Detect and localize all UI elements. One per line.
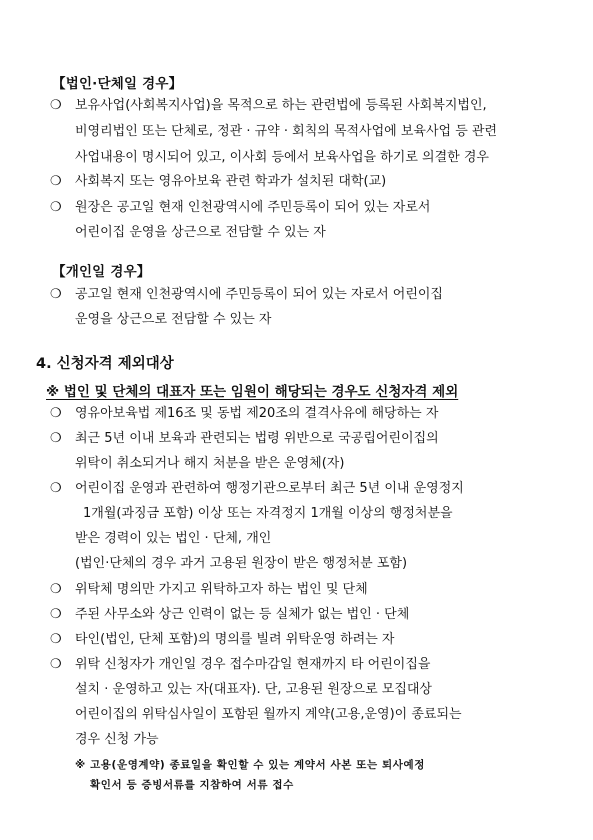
exclusion-item-3-line-2: 1개월(과징금 포함) 이상 또는 자격정지 1개월 이상의 행정처분을	[83, 506, 453, 521]
bullet-icon: ❍	[50, 431, 62, 446]
exclusion-item-7-line-4: 경우 신청 가능	[75, 732, 159, 747]
exclusion-item-7-line-3: 어린이집의 위탁심사일이 포함된 월까지 계약(고용,운영)이 종료되는	[75, 707, 462, 722]
bullet-icon: ❍	[50, 481, 62, 496]
corporate-item-3-line-1: 원장은 공고일 현재 인천광역시에 주민등록이 되어 있는 자로서	[75, 200, 431, 215]
corporate-item-1-line-3: 사업내용이 명시되어 있고, 이사회 등에서 보육사업을 하기로 의결한 경우	[75, 150, 489, 165]
corporate-item-1-line-1: 보유사업(사회복지사업)을 목적으로 하는 관련법에 등록된 사회복지법인,	[75, 98, 487, 113]
individual-heading: 【개인일 경우】	[52, 264, 151, 280]
individual-item-1-line-2: 운영을 상근으로 전담할 수 있는 자	[75, 312, 272, 327]
corporate-heading: 【법인·단체일 경우】	[52, 76, 183, 92]
footnote-line-1: ※ 고용(운영계약) 종료일을 확인할 수 있는 계약서 사본 또는 퇴사예정	[75, 759, 425, 771]
footnote-line-2: 확인서 등 증빙서류를 지참하여 서류 접수	[90, 779, 294, 791]
corporate-item-2-line-1: 사회복지 또는 영유아보육 관련 학과가 설치된 대학(교)	[75, 174, 387, 189]
exclusion-item-7-line-2: 설치 · 운영하고 있는 자(대표자). 단, 고용된 원장으로 모집대상	[75, 682, 432, 697]
bullet-icon: ❍	[50, 174, 62, 189]
section-4-notice: ※ 법인 및 단체의 대표자 또는 임원이 해당되는 경우도 신청자격 제외	[46, 384, 459, 400]
exclusion-item-3-line-1: 어린이집 운영과 관련하여 행정기관으로부터 최근 5년 이내 운영정지	[75, 481, 464, 496]
exclusion-item-1-line-1: 영유아보육법 제16조 및 동법 제20조의 결격사유에 해당하는 자	[75, 406, 439, 421]
individual-item-1-line-1: 공고일 현재 인천광역시에 주민등록이 되어 있는 자로서 어린이집	[75, 287, 443, 302]
exclusion-item-5-line-1: 주된 사무소와 상근 인력이 없는 등 실체가 없는 법인 · 단체	[75, 607, 410, 622]
section-4-title: 4. 신청자격 제외대상	[36, 356, 174, 372]
bullet-icon: ❍	[50, 200, 62, 215]
exclusion-item-4-line-1: 위탁체 명의만 가지고 위탁하고자 하는 법인 및 단체	[75, 582, 368, 597]
exclusion-item-2-line-2: 위탁이 취소되거나 해지 처분을 받은 운영체(자)	[75, 456, 345, 471]
exclusion-item-7-line-1: 위탁 신청자가 개인일 경우 접수마감일 현재까지 타 어린이집을	[75, 657, 431, 672]
bullet-icon: ❍	[50, 287, 62, 302]
exclusion-item-3-line-3: 받은 경력이 있는 법인 · 단체, 개인	[75, 531, 272, 546]
bullet-icon: ❍	[50, 657, 62, 672]
exclusion-item-6-line-1: 타인(법인, 단체 포함)의 명의를 빌려 위탁운영 하려는 자	[75, 632, 395, 647]
exclusion-item-3-line-4: (법인·단체의 경우 과거 고용된 원장이 받은 행정처분 포함)	[75, 556, 408, 571]
bullet-icon: ❍	[50, 406, 62, 421]
corporate-item-3-line-2: 어린이집 운영을 상근으로 전담할 수 있는 자	[75, 225, 326, 240]
bullet-icon: ❍	[50, 582, 62, 597]
bullet-icon: ❍	[50, 607, 62, 622]
exclusion-item-2-line-1: 최근 5년 이내 보육과 관련되는 법령 위반으로 국공립어린이집의	[75, 431, 439, 446]
corporate-item-1-line-2: 비영리법인 또는 단체로, 정관 · 규약 · 회칙의 목적사업에 보육사업 등 관련	[75, 124, 498, 139]
bullet-icon: ❍	[50, 98, 62, 113]
bullet-icon: ❍	[50, 632, 62, 647]
